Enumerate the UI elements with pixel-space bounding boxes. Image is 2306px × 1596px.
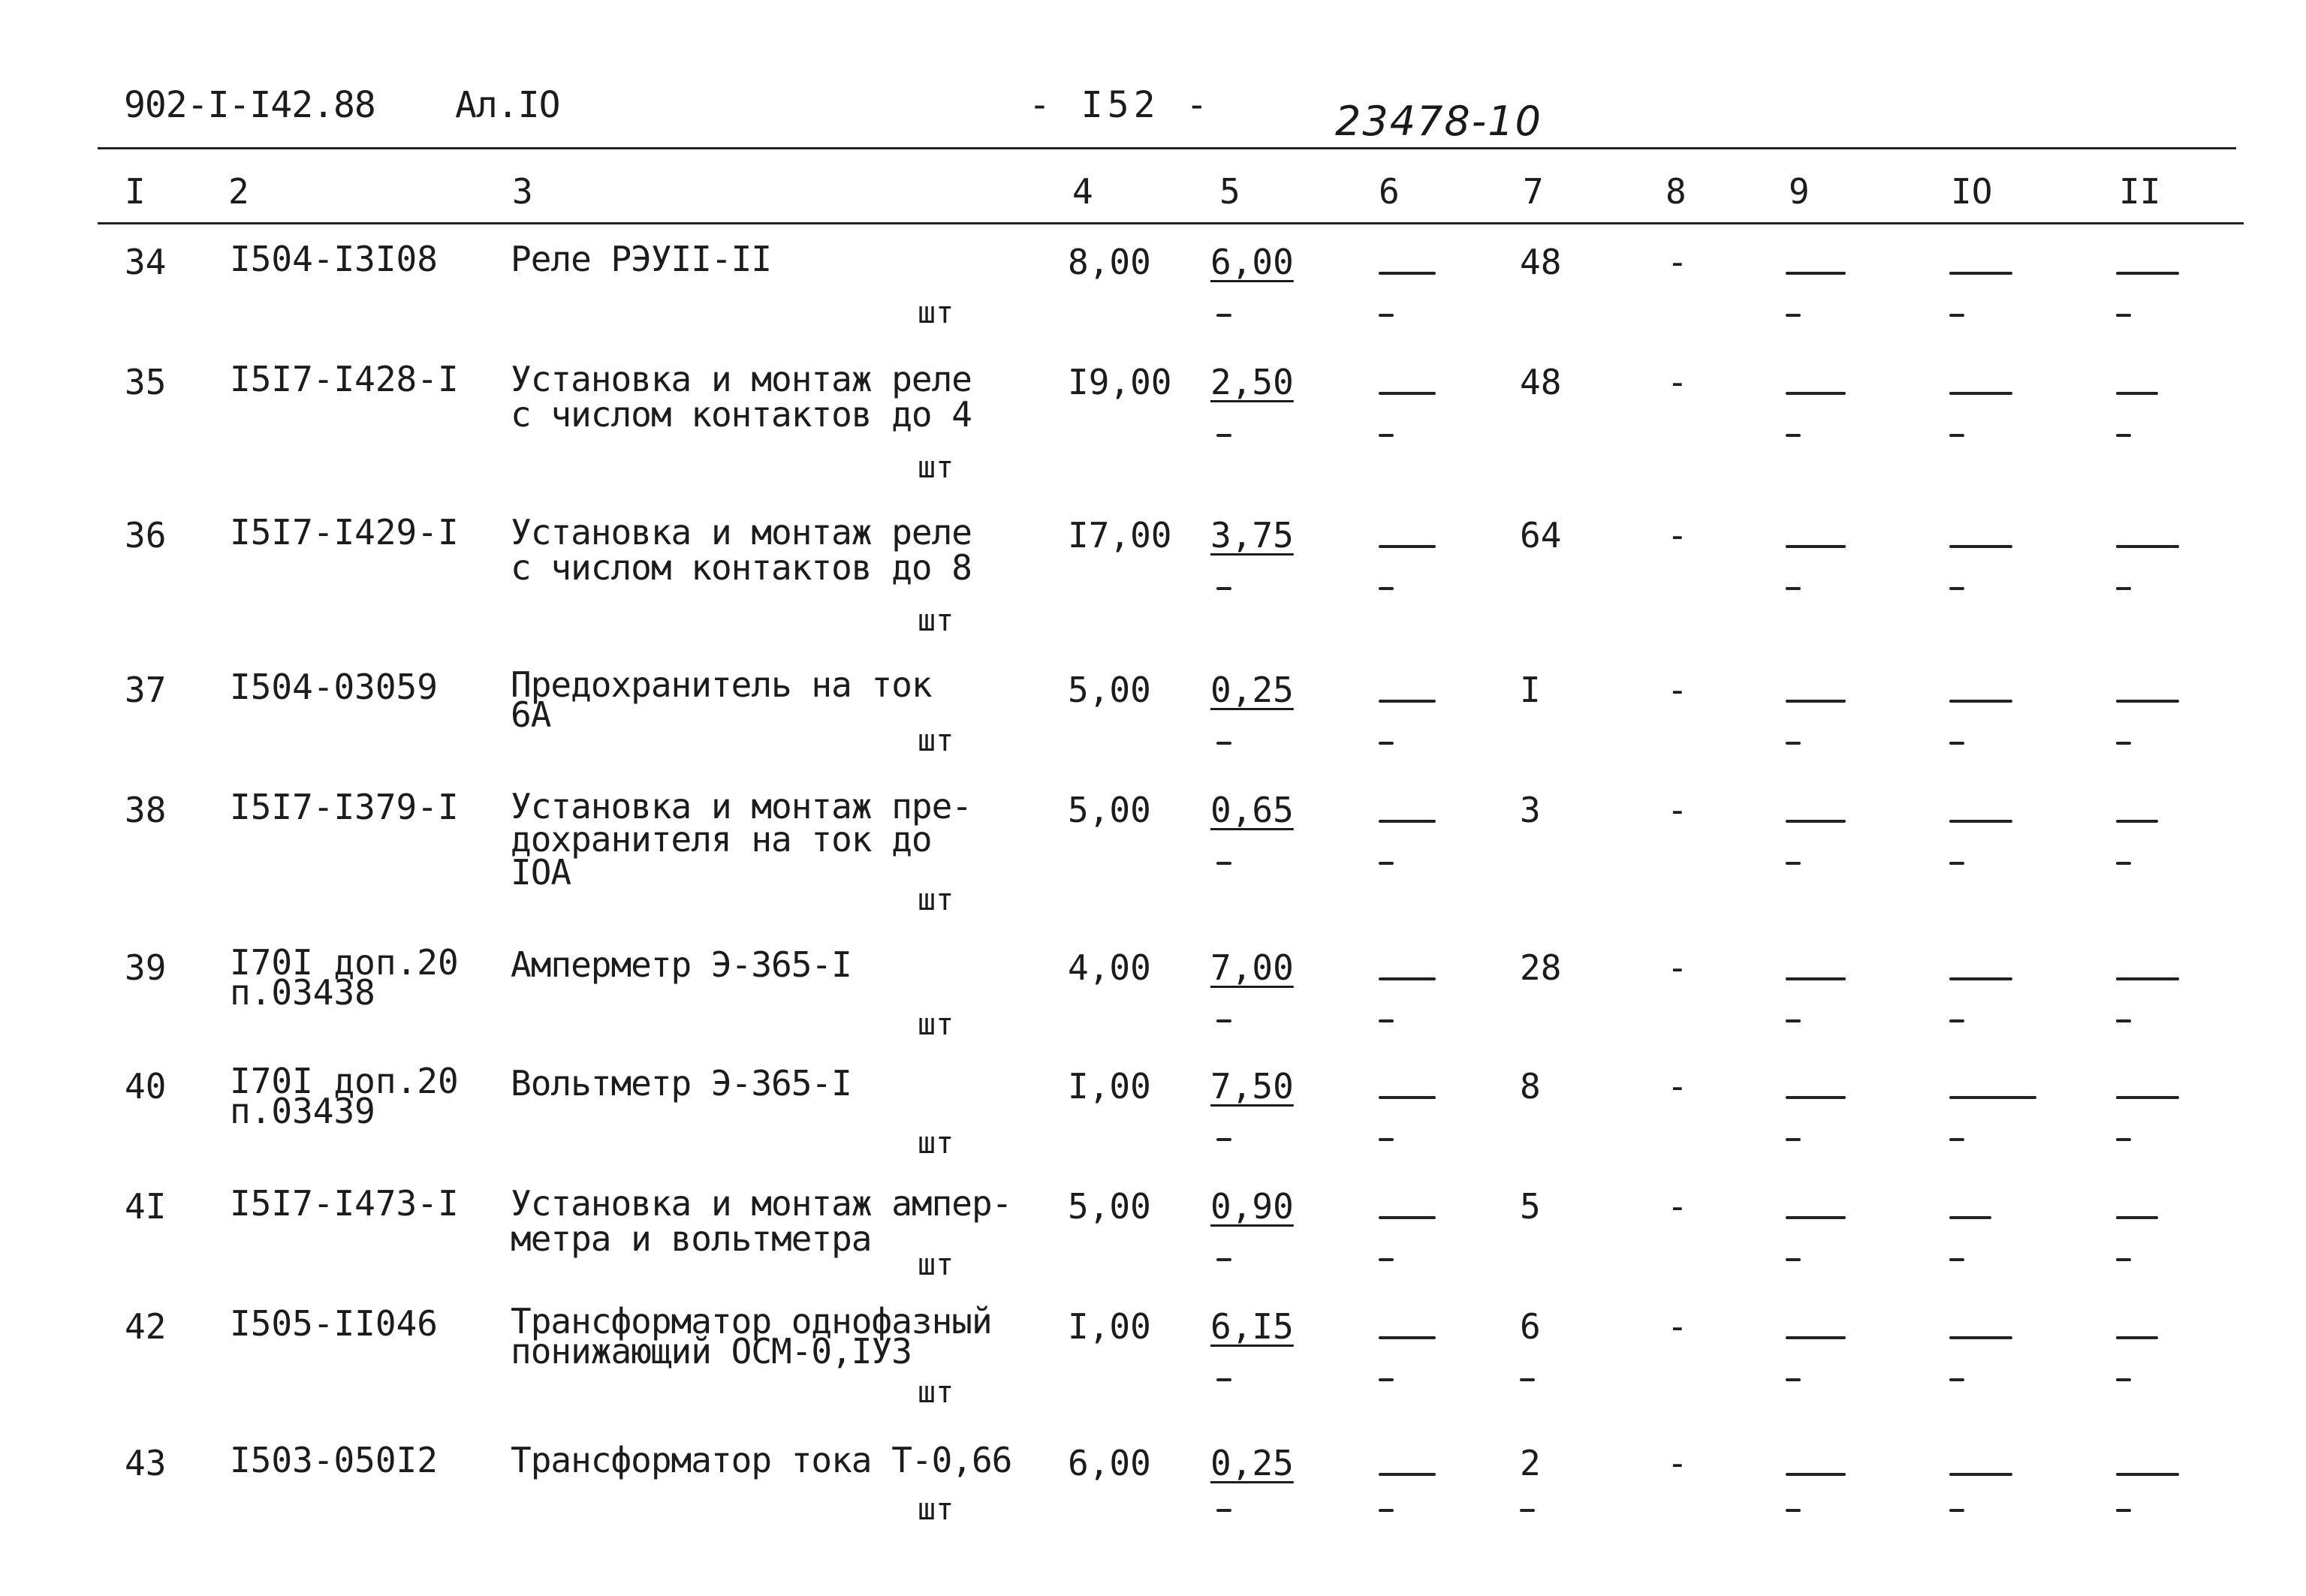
table-row (0, 786, 2306, 917)
col7-value: I (1520, 670, 1541, 710)
col-10: IO (1951, 171, 1993, 212)
row-number: 37 (125, 670, 167, 710)
dash-mark (1379, 1378, 1394, 1381)
dash-mark (1949, 434, 1964, 437)
dash-mark (1216, 1509, 1231, 1512)
table-row (0, 359, 2306, 485)
dash-mark (1949, 1473, 2012, 1476)
dash-mark (1786, 977, 1846, 980)
dash-mark (2116, 977, 2179, 980)
unit-price: 0,25 (1210, 1443, 1294, 1483)
dash-mark (1786, 1336, 1846, 1339)
dash-mark (2116, 1473, 2179, 1476)
unit: шт (918, 1248, 954, 1282)
dash-mark (1216, 587, 1231, 590)
row-number: 34 (125, 242, 167, 282)
row-number: 43 (125, 1443, 167, 1483)
dash-mark (1216, 742, 1231, 745)
dash-mark (1216, 1258, 1231, 1261)
dash-mark (1949, 862, 1964, 865)
unit-price: 7,00 (1210, 947, 1294, 988)
dash-mark (1216, 1019, 1231, 1022)
table-row (0, 239, 2306, 362)
item-name: Установка и монтаж ампер- метра и вольтметра (511, 1183, 1012, 1259)
dash-mark (1379, 272, 1436, 275)
col-7: 7 (1523, 171, 1544, 212)
unit-price: 3,75 (1210, 515, 1294, 556)
dash-mark (1786, 1019, 1801, 1022)
col8-value: - (1667, 1066, 1688, 1107)
col-2: 2 (228, 171, 249, 212)
item-code: I5I7-I429-I (230, 512, 459, 553)
dash-mark (1379, 1216, 1436, 1219)
dash-mark (1379, 862, 1394, 865)
dash-mark (1379, 1138, 1394, 1141)
quantity: I7,00 (1068, 515, 1172, 556)
quantity: 5,00 (1068, 670, 1151, 710)
table-row (0, 1183, 2306, 1306)
dash-mark (2116, 1336, 2158, 1339)
quantity: 5,00 (1068, 1186, 1151, 1227)
dash-mark (1379, 545, 1436, 548)
col7-value: 3 (1520, 790, 1541, 830)
row-number: 39 (125, 947, 167, 988)
unit: шт (918, 1126, 954, 1161)
dash-mark (1949, 977, 2012, 980)
table-row (0, 1061, 2306, 1186)
dash-mark (1379, 742, 1394, 745)
dash-mark (1949, 314, 1964, 317)
col8-value: - (1667, 242, 1688, 282)
dash-mark (1379, 1336, 1436, 1339)
dash-mark (1216, 314, 1231, 317)
item-name: Вольтметр Э-365-I (511, 1063, 852, 1104)
col8-value: - (1667, 790, 1688, 830)
col-11: II (2119, 171, 2161, 212)
col7-value: 6 (1520, 1306, 1541, 1347)
col-6: 6 (1379, 171, 1400, 212)
col7-value: 8 (1520, 1066, 1541, 1107)
dash-mark (1949, 587, 1964, 590)
dash-mark (1379, 1473, 1436, 1476)
quantity: I,00 (1068, 1306, 1151, 1347)
item-name: Установка и монтаж пре- дохранителя на ток до IOА (511, 786, 972, 893)
col-4: 4 (1072, 171, 1093, 212)
col-8: 8 (1665, 171, 1687, 212)
dash-mark (1949, 1216, 1991, 1219)
col-3: 3 (512, 171, 533, 212)
unit: шт (918, 1007, 954, 1042)
item-code: I505-II046 (230, 1303, 438, 1344)
dash-mark (1949, 700, 2012, 703)
item-name: Амперметр Э-365-I (511, 944, 852, 985)
dash-mark (1379, 1258, 1394, 1261)
unit-price: 2,50 (1210, 362, 1294, 402)
col-9: 9 (1789, 171, 1810, 212)
sheet-label: Ал.IO (455, 84, 560, 126)
col-1: I (125, 171, 146, 212)
dash-mark (1949, 1509, 1964, 1512)
dash-mark (2116, 1258, 2131, 1261)
row-number: 42 (125, 1306, 167, 1347)
item-name: Предохранитель на ток 6А (511, 664, 932, 735)
unit-price: 6,00 (1210, 242, 1294, 282)
col7-value: 2 (1520, 1443, 1541, 1483)
dash-mark (1379, 587, 1394, 590)
dash-mark (2116, 545, 2179, 548)
col7-value: 28 (1520, 947, 1562, 988)
dash-mark (1786, 820, 1846, 823)
dash-mark (1786, 1096, 1846, 1099)
table-row (0, 942, 2306, 1068)
dash-mark (1379, 700, 1436, 703)
item-code: I503-050I2 (230, 1440, 438, 1480)
unit-price: 0,25 (1210, 670, 1294, 710)
row-number: 38 (125, 790, 167, 830)
dash-mark (1520, 1509, 1535, 1512)
quantity: I,00 (1068, 1066, 1151, 1107)
header-top-rule (98, 147, 2236, 149)
item-code: I5I7-I473-I (230, 1183, 459, 1224)
dash-mark (1216, 862, 1231, 865)
dash-mark (1520, 1378, 1535, 1381)
table-row (0, 1301, 2306, 1426)
dash-mark (2116, 1509, 2131, 1512)
dash-mark (1379, 392, 1436, 395)
table-row (0, 1440, 2306, 1563)
col-5: 5 (1219, 171, 1240, 212)
page-number: - I52 - (1029, 84, 1213, 126)
dash-mark (1949, 820, 2012, 823)
dash-mark (1379, 977, 1436, 980)
row-number: 40 (125, 1066, 167, 1107)
dash-mark (1379, 1509, 1394, 1512)
header-bottom-rule (98, 222, 2244, 224)
col8-value: - (1667, 1306, 1688, 1347)
dash-mark (1786, 1216, 1846, 1219)
dash-mark (2116, 314, 2131, 317)
dash-mark (1949, 742, 1964, 745)
unit: шт (918, 724, 954, 758)
dash-mark (2116, 742, 2131, 745)
dash-mark (1949, 1019, 1964, 1022)
item-name: Установка и монтаж реле с числом контактов до 8 (511, 512, 972, 588)
dash-mark (1786, 272, 1846, 275)
col8-value: - (1667, 947, 1688, 988)
dash-mark (1216, 434, 1231, 437)
handwritten-number: 23478-10 (1335, 98, 1542, 145)
item-code: I70I доп.20 п.03438 (230, 942, 459, 1013)
item-code: I5I7-I428-I (230, 359, 459, 399)
item-code: I504-I3I08 (230, 239, 438, 279)
unit: шт (918, 604, 954, 638)
dash-mark (1379, 820, 1436, 823)
dash-mark (1786, 1473, 1846, 1476)
col7-value: 48 (1520, 362, 1562, 402)
dash-mark (1786, 1509, 1801, 1512)
dash-mark (2116, 587, 2131, 590)
dash-mark (1786, 392, 1846, 395)
quantity: 4,00 (1068, 947, 1151, 988)
unit-price: 6,I5 (1210, 1306, 1294, 1347)
unit: шт (918, 296, 954, 330)
dash-mark (1216, 1378, 1231, 1381)
item-code: I504-03059 (230, 667, 438, 707)
item-code: I5I7-I379-I (230, 787, 459, 827)
row-number: 36 (125, 515, 167, 556)
unit: шт (918, 450, 954, 485)
dash-mark (1949, 1138, 1964, 1141)
dash-mark (1949, 272, 2012, 275)
dash-mark (2116, 820, 2158, 823)
doc-code: 902-I-I42.88 (124, 84, 375, 126)
item-name: Установка и монтаж реле с числом контактов до 4 (511, 359, 972, 435)
dash-mark (1949, 545, 2012, 548)
dash-mark (1786, 314, 1801, 317)
dash-mark (1786, 587, 1801, 590)
item-name: Трансформатор тока Т-0,66 (511, 1440, 1012, 1480)
dash-mark (1949, 1336, 2012, 1339)
col7-value: 64 (1520, 515, 1562, 556)
dash-mark (1949, 1258, 1964, 1261)
quantity: 8,00 (1068, 242, 1151, 282)
quantity: I9,00 (1068, 362, 1172, 402)
dash-mark (2116, 862, 2131, 865)
dash-mark (2116, 700, 2179, 703)
row-number: 4I (125, 1186, 167, 1227)
item-name: Реле РЭУII-II (511, 239, 772, 279)
dash-mark (2116, 272, 2179, 275)
unit: шт (918, 1492, 954, 1527)
unit: шт (918, 1375, 954, 1410)
item-name: Трансформатор однофазный понижающий ОСМ-0,IУЗ (511, 1301, 992, 1372)
dash-mark (1379, 314, 1394, 317)
quantity: 5,00 (1068, 790, 1151, 830)
dash-mark (2116, 434, 2131, 437)
col7-value: 48 (1520, 242, 1562, 282)
col8-value: - (1667, 1186, 1688, 1227)
dash-mark (1216, 1138, 1231, 1141)
col8-value: - (1667, 1443, 1688, 1483)
col7-value: 5 (1520, 1186, 1541, 1227)
dash-mark (2116, 1216, 2158, 1219)
col8-value: - (1667, 362, 1688, 402)
dash-mark (2116, 1378, 2131, 1381)
dash-mark (1786, 434, 1801, 437)
dash-mark (1786, 1138, 1801, 1141)
dash-mark (2116, 1138, 2131, 1141)
dash-mark (1786, 545, 1846, 548)
unit-price: 7,50 (1210, 1066, 1294, 1107)
dash-mark (1786, 700, 1846, 703)
dash-mark (2116, 1019, 2131, 1022)
quantity: 6,00 (1068, 1443, 1151, 1483)
dash-mark (1786, 1378, 1801, 1381)
unit-price: 0,90 (1210, 1186, 1294, 1227)
dash-mark (1786, 742, 1801, 745)
unit: шт (918, 883, 954, 917)
col8-value: - (1667, 670, 1688, 710)
dash-mark (1379, 434, 1394, 437)
row-number: 35 (125, 362, 167, 402)
dash-mark (2116, 392, 2158, 395)
item-code: I70I доп.20 п.03439 (230, 1061, 459, 1131)
col8-value: - (1667, 515, 1688, 556)
dash-mark (1949, 392, 2012, 395)
table-row (0, 512, 2306, 638)
dash-mark (2116, 1096, 2179, 1099)
dash-mark (1949, 1378, 1964, 1381)
dash-mark (1786, 1258, 1801, 1261)
dash-mark (1786, 862, 1801, 865)
dash-mark (1949, 1096, 2036, 1099)
unit-price: 0,65 (1210, 790, 1294, 830)
table-row (0, 664, 2306, 790)
dash-mark (1379, 1019, 1394, 1022)
dash-mark (1379, 1096, 1436, 1099)
